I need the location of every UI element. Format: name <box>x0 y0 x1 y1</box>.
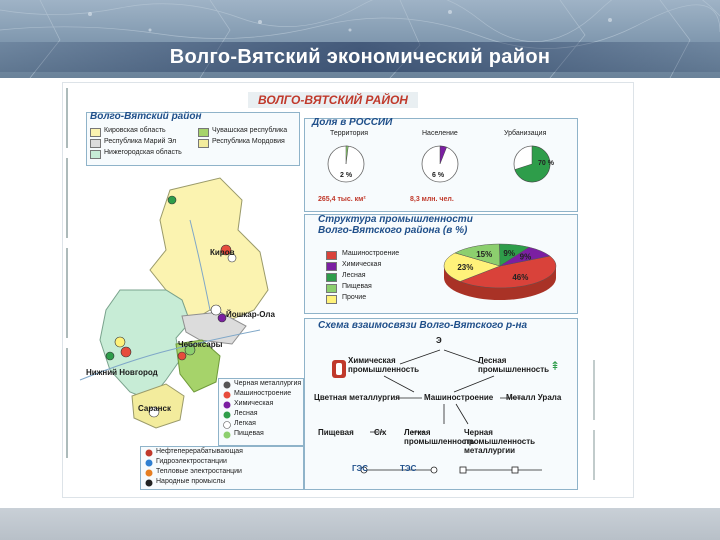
legend-swatch-mordovia <box>198 139 209 148</box>
map-legend-food: Пищевая <box>234 430 264 437</box>
scheme-ges: ГЭС <box>352 464 369 473</box>
header-banner <box>0 0 720 78</box>
share-label-territory: Территория <box>330 130 369 137</box>
map-energy-legend-dots <box>144 448 154 488</box>
industry-swatch-chem <box>326 262 337 271</box>
city-saransk: Саранск <box>138 404 171 413</box>
share-label-urban: Урбанизация <box>504 130 547 137</box>
legend-label-chuvash: Чувашская республика <box>212 127 288 134</box>
legend-swatch-kirov <box>90 128 101 137</box>
scheme-chem: Химическая промышленность <box>348 356 420 374</box>
industry-swatch-other <box>326 295 337 304</box>
map-legend-ferrous: Черная металлургия <box>234 380 302 387</box>
side-caption-right <box>590 360 598 490</box>
city-kirov: Киров <box>210 248 235 257</box>
territory-value: 265,4 тыс. км² <box>318 196 366 203</box>
scheme-sh: С/х <box>374 428 387 437</box>
map-legend-machine: Машиностроение <box>234 390 292 397</box>
industry-label-food: Пищевая <box>342 283 372 290</box>
slide-title: Волго-Вятский экономический район <box>0 42 720 72</box>
legend-label-mariel: Республика Марий Эл <box>104 138 177 145</box>
city-yoshkar-ola: Йошкар-Ола <box>226 310 275 319</box>
scheme-tes: ТЭС <box>400 464 417 473</box>
energy-legend-hydro: Гидроэлектростанции <box>156 458 227 465</box>
industry-label-other: Прочие <box>342 294 367 301</box>
city-nizhny: Нижний Новгород <box>86 368 158 377</box>
industry-swatch-machine <box>326 251 337 260</box>
scheme-food: Пищевая <box>318 428 354 437</box>
scheme-machine: Машиностроение <box>424 393 494 402</box>
industry-label-chem: Химическая <box>342 261 382 268</box>
scheme-ferrous: Черная промышленность металлургии <box>464 428 536 455</box>
scheme-title: Схема взаимосвязи Волго-Вятского р-на <box>318 320 528 331</box>
industry-label-Прочие: 23% <box>457 262 474 272</box>
region-legend-title: Волго-Вятский район <box>90 111 202 122</box>
share-pies <box>326 140 566 196</box>
industry-swatch-forest <box>326 273 337 282</box>
scheme-forest: Лесная промышленность <box>478 356 550 374</box>
energy-legend-thermal: Тепловые электростанции <box>156 468 242 475</box>
share-label-population: Население <box>422 130 458 137</box>
legend-label-mordovia: Республика Мордовия <box>212 138 285 145</box>
scheme-e: Э <box>436 336 442 345</box>
territory-pct: 2 % <box>340 172 353 179</box>
industry-label-forest: Лесная <box>342 272 366 279</box>
industry-label-Пищевая: 15% <box>476 249 493 259</box>
population-value: 8,3 млн. чел. <box>410 196 454 203</box>
bottom-strip <box>0 508 720 540</box>
population-pct: 6 % <box>432 172 445 179</box>
scheme-nonferrous: Цветная металлургия <box>314 393 400 402</box>
tree-icon: ⇞ <box>550 359 561 373</box>
urban-pct: 70 % <box>538 160 554 167</box>
legend-label-kirov: Кировская область <box>104 127 166 134</box>
industry-title-1: Структура промышленности <box>318 214 473 225</box>
legend-swatch-mariel <box>90 139 101 148</box>
share-box-title: Доля в РОССИИ <box>312 117 393 128</box>
industry-label-Машиностроение: 46% <box>512 273 529 283</box>
industry-label-Химическая: 9% <box>519 252 532 262</box>
legend-swatch-nizhny <box>90 150 101 159</box>
map-legend-light: Легкая <box>234 420 256 427</box>
map-legend-forest: Лесная <box>234 410 258 417</box>
industry-pie-chart <box>430 236 570 310</box>
map-legend-chem: Химическая <box>234 400 274 407</box>
industry-label-machine: Машиностроение <box>342 250 400 257</box>
map-industry-legend-dots <box>222 380 232 442</box>
energy-legend-crafts: Народные промыслы <box>156 478 226 485</box>
scheme-ural: Металл Урала <box>506 393 562 402</box>
energy-legend-oil: Нефтеперерабатывающая <box>156 448 243 455</box>
industry-swatch-food <box>326 284 337 293</box>
legend-label-nizhny: Нижегородская область <box>104 149 182 156</box>
scheme-light: Легкая промышленность <box>404 428 476 446</box>
poster-title: ВОЛГО-ВЯТСКИЙ РАЙОН <box>248 92 418 108</box>
city-cheboksary: Чебоксары <box>178 340 223 349</box>
industry-label-Лесная: 9% <box>503 248 515 258</box>
industry-title-2: Волго-Вятского района (в %) <box>318 225 468 236</box>
legend-swatch-chuvash <box>198 128 209 137</box>
